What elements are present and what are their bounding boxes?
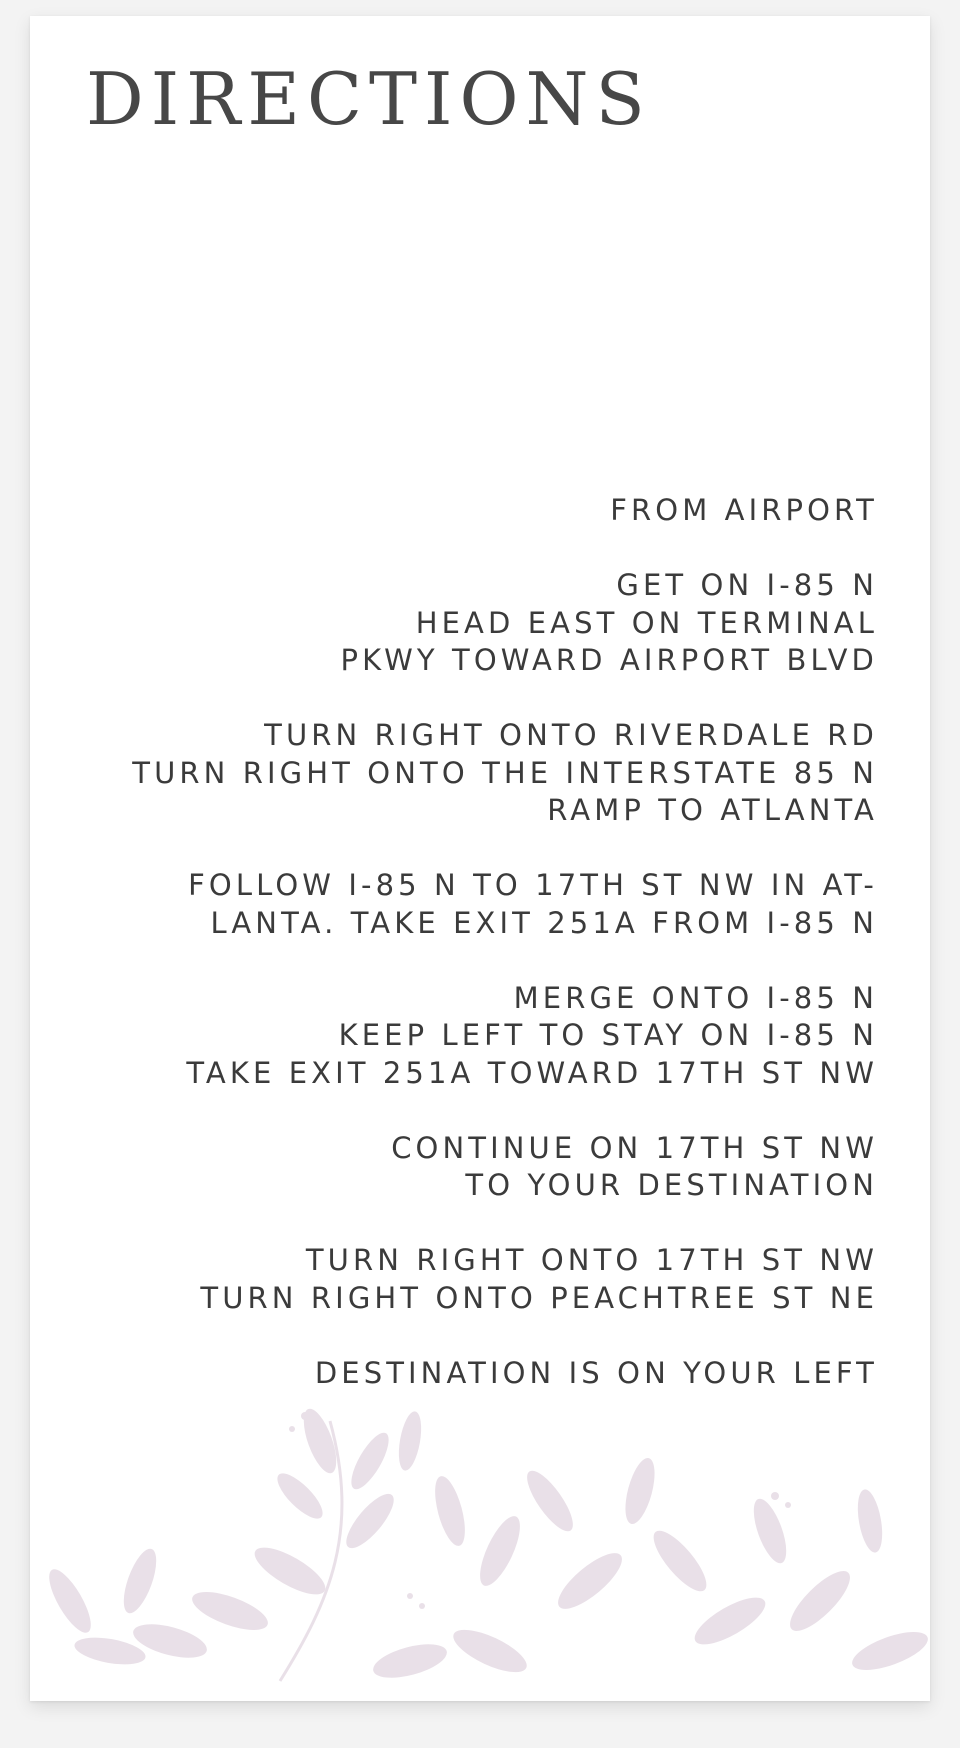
direction-block-turn-right [132,1242,878,1317]
direction-line: CONTINUE ON 17TH ST NW [391,1130,878,1165]
leaf [688,1589,771,1653]
direction-line: HEAD EAST ON TERMINAL [415,605,878,640]
directions-list [132,492,878,1430]
leaf [248,1539,331,1603]
leaf [854,1488,887,1555]
direction-line: LANTA. TAKE EXIT 251A FROM I-85 N [210,905,878,940]
berry [785,1502,791,1508]
direction-block-merge [132,980,878,1093]
leaf [117,1545,163,1617]
leaf [395,1410,425,1473]
berry [301,1412,309,1420]
leaf [370,1638,451,1685]
direction-line: FOLLOW I-85 N TO 17TH ST NW IN AT- [188,868,878,902]
direction-line: TO YOUR DESTINATION [465,1168,878,1202]
direction-line: TURN RIGHT ONTO 17TH ST NW [305,1243,878,1277]
card-title: DIRECTIONS [86,57,652,141]
leaf [520,1465,581,1538]
leaf [429,1473,471,1549]
direction-block-follow-i85 [132,867,878,942]
leaf [344,1428,395,1494]
leaf [188,1584,273,1638]
leaf [448,1621,532,1680]
direction-block-riverdale [132,717,878,830]
direction-block-from-airport [132,492,878,530]
leaf [472,1511,528,1591]
direction-block-continue [132,1130,878,1205]
direction-line: KEEP LEFT TO STAY ON I-85 N [338,1018,878,1052]
directions-card [30,16,930,1701]
direction-line: DESTINATION IS ON YOUR LEFT [314,1355,878,1390]
direction-line: TURN RIGHT ONTO PEACHTREE ST NE [200,1280,878,1315]
berry [407,1593,413,1599]
direction-line: TURN RIGHT ONTO RIVERDALE RD [264,718,878,752]
leaf [620,1455,661,1527]
leaf [646,1524,715,1599]
berry [771,1492,779,1500]
direction-line: GET ON I-85 N [616,568,878,602]
leaf [848,1624,930,1678]
leaf [339,1487,401,1555]
direction-block-get-on-i85 [132,567,878,680]
direction-line: RAMP TO ATLANTA [547,793,878,827]
direction-line: TURN RIGHT ONTO THE INTERSTATE 85 N [132,755,878,790]
leaf [271,1467,329,1525]
direction-line: TAKE EXIT 251A TOWARD 17TH ST NW [186,1055,878,1090]
leaf [782,1563,858,1639]
foliage-decoration [30,1401,930,1701]
leaf [550,1545,629,1618]
berry [289,1426,295,1432]
berry [419,1603,425,1609]
direction-block-destination [132,1355,878,1393]
direction-line: FROM AIRPORT [610,493,878,527]
direction-line: MERGE ONTO I-85 N [513,980,878,1015]
direction-line: PKWY TOWARD AIRPORT BLVD [340,643,878,677]
leaf [42,1564,99,1638]
